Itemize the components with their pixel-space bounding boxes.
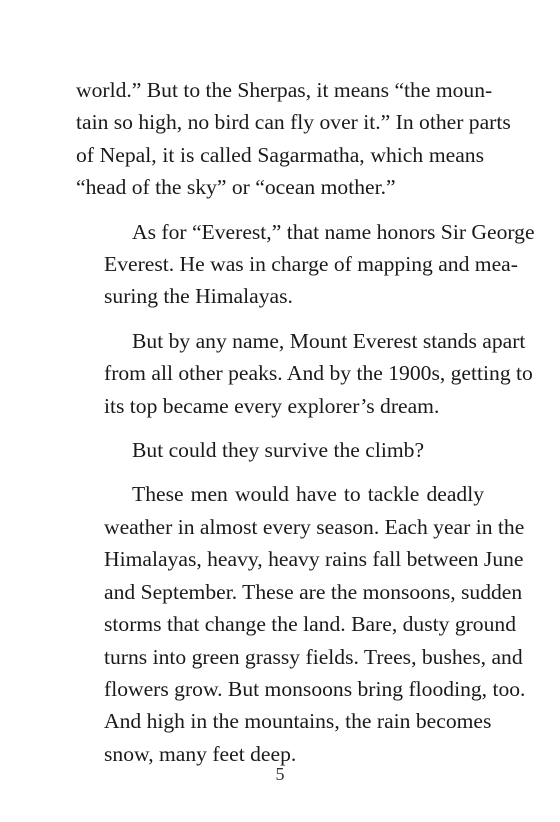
text-line: But by any name, Mount Everest stands apart	[132, 328, 526, 353]
text-line: and September. These are the monsoons, sudden	[104, 579, 523, 604]
text-line: These men would have to tackle deadly	[132, 482, 484, 507]
paragraph-3	[76, 325, 533, 422]
text-line: flowers grow. But monsoons bring flooding, too.	[104, 676, 526, 701]
text-line: “head of the sky” or “ocean mother.”	[76, 175, 396, 200]
text-line: turns into green grassy fields. Trees, bushes, and	[104, 644, 523, 669]
text-line: Everest. He was in charge of mapping and mea-	[104, 252, 518, 277]
paragraph-2	[76, 216, 535, 313]
paragraph-gap	[76, 313, 484, 325]
text-line: snow, many feet deep.	[104, 741, 297, 766]
paragraph-gap	[76, 204, 484, 216]
page-number: 5	[275, 764, 285, 784]
text-line: And high in the mountains, the rain becomes	[104, 709, 492, 734]
paragraph-4	[76, 434, 484, 466]
text-line: weather in almost every season. Each year in the	[104, 514, 525, 539]
text-line: of Nepal, it is called Sagarmatha, which means	[76, 142, 484, 167]
text-line: from all other peaks. And by the 1900s, getting to	[104, 361, 533, 386]
text-line: storms that change the land. Bare, dusty ground	[104, 612, 516, 637]
text-line: suring the Himalayas.	[104, 284, 293, 309]
text-line: Himalayas, heavy, heavy rains fall between June	[104, 547, 524, 572]
paragraph-1	[76, 74, 511, 204]
page-body	[76, 74, 535, 770]
text-line: But could they survive the climb?	[132, 438, 425, 463]
text-line: tain so high, no bird can fly over it.” In other parts	[76, 110, 511, 135]
paragraph-gap	[76, 422, 484, 434]
paragraph-gap	[76, 466, 484, 478]
text-line: its top became every explorer’s dream.	[104, 393, 440, 418]
text-line: world.” But to the Sherpas, it means “the moun-	[76, 78, 493, 102]
paragraph-5	[76, 478, 526, 770]
text-line: As for “Everest,” that name honors Sir George	[132, 219, 535, 244]
